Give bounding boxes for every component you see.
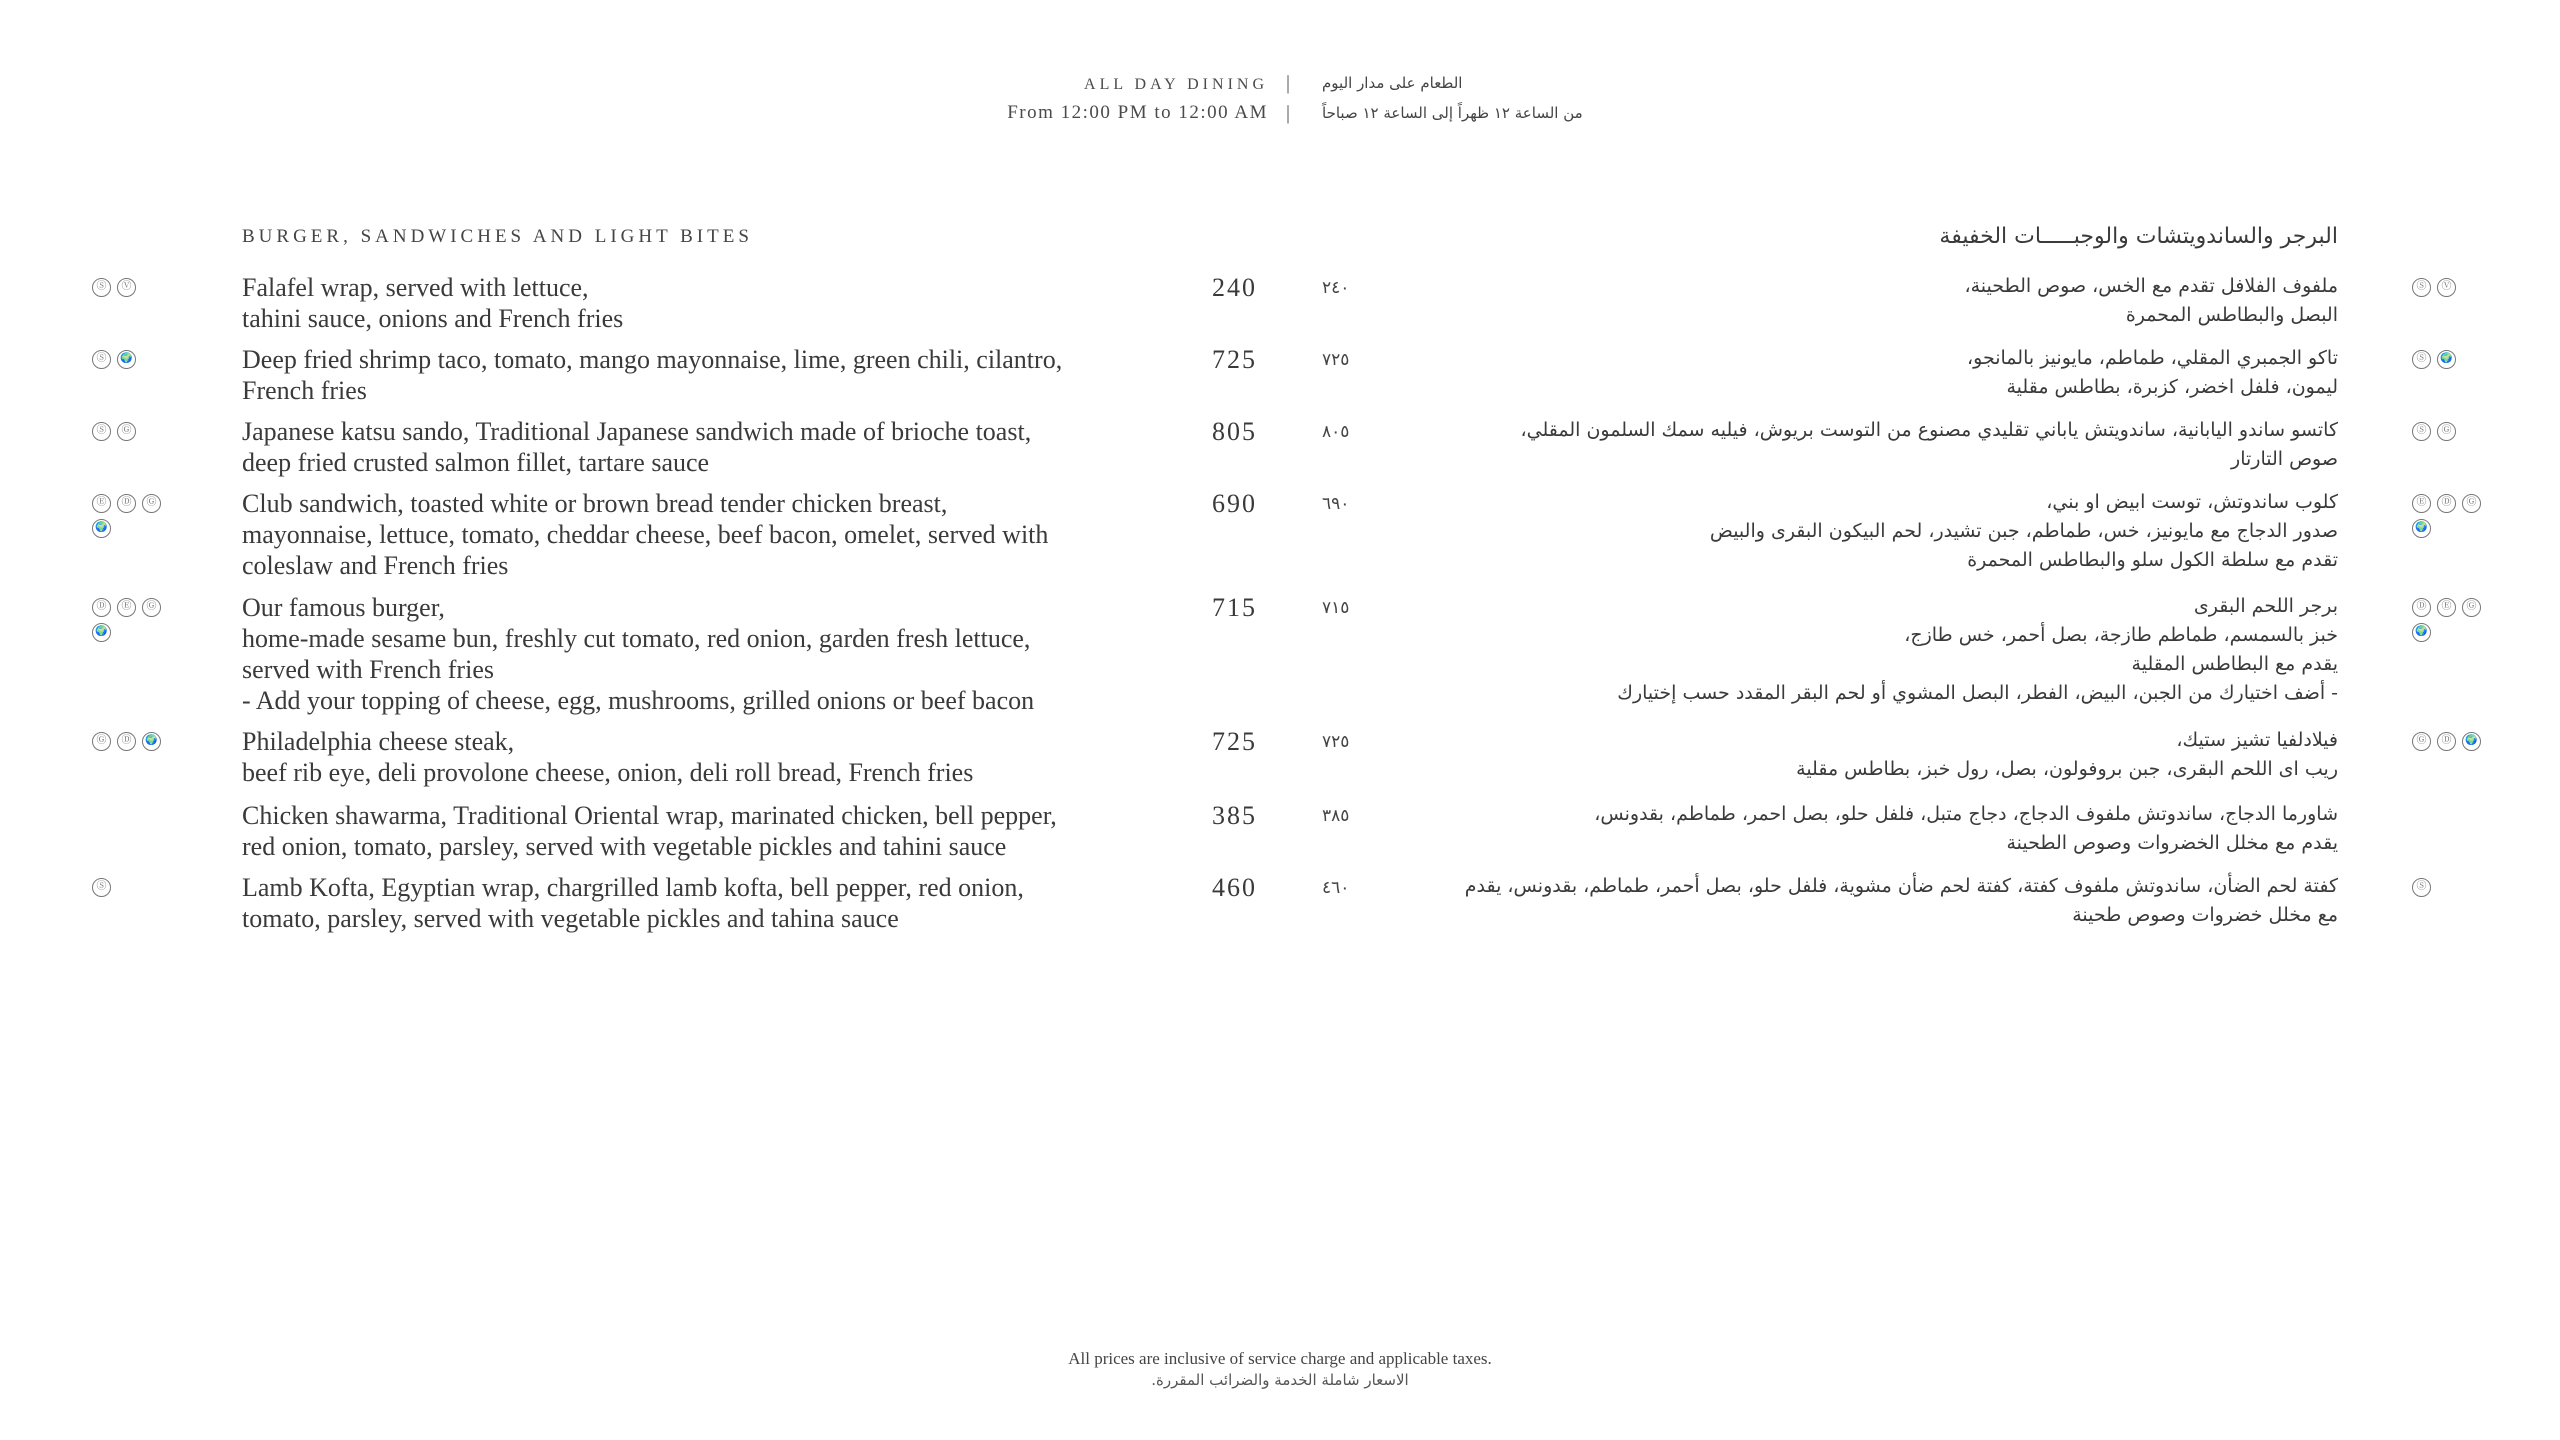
dietary-icon: Ⓢ — [2412, 350, 2431, 369]
description-line-ar: فيلادلفيا تشيز ستيك، — [2176, 729, 2338, 751]
description-line-ar: كفتة لحم الضأن، ساندوتش ملفوف كفتة، كفتة لحم ضأن مشوية، فلفل حلو، بصل أحمر، طماطم، بقدونس، يقدم — [1464, 875, 2338, 897]
item-description-en — [242, 726, 1182, 788]
header-hours-en: From 12:00 PM to 12:00 AM — [1007, 102, 1268, 123]
item-description-ar — [1398, 726, 2338, 784]
dietary-icons-left — [92, 278, 172, 297]
dietary-icon: Ⓓ — [117, 494, 136, 513]
dietary-icon: Ⓔ — [117, 598, 136, 617]
description-line-en: Club sandwich, toasted white or brown bread tender chicken breast, — [242, 489, 948, 518]
description-line-ar: برجر اللحم البقرى — [2193, 595, 2338, 617]
dietary-icon: Ⓢ — [92, 878, 111, 897]
header-row-title — [0, 72, 2560, 102]
description-line-en: Our famous burger, — [242, 593, 445, 622]
description-line-en: Lamb Kofta, Egyptian wrap, chargrilled lamb kofta, bell pepper, red onion, — [242, 873, 1024, 902]
description-line-en: deep fried crusted salmon fillet, tartare sauce — [242, 448, 710, 477]
dietary-icon: Ⓢ — [92, 278, 111, 297]
item-description-en — [242, 800, 1182, 862]
item-description-ar — [1398, 272, 2338, 330]
dietary-icon: Ⓢ — [92, 350, 111, 369]
dietary-icon: 🌍 — [117, 350, 136, 369]
dietary-icon: Ⓥ — [117, 278, 136, 297]
dietary-icon: Ⓖ — [117, 422, 136, 441]
item-description-en — [242, 344, 1182, 406]
description-line-en: Falafel wrap, served with lettuce, — [242, 273, 589, 302]
description-line-ar: كاتسو ساندو اليابانية، ساندويتش ياباني تقليدي مصنوع من التوست بريوش، فيليه سمك السلمون المقلي، — [1520, 419, 2338, 441]
dietary-icon: 🌍 — [92, 519, 111, 538]
item-description-ar — [1398, 416, 2338, 474]
description-line-en: mayonnaise, lettuce, tomato, cheddar cheese, beef bacon, omelet, served with — [242, 520, 1049, 549]
description-line-en: Chicken shawarma, Traditional Oriental wrap, marinated chicken, bell pepper, — [242, 801, 1057, 830]
description-line-en: tomato, parsley, served with vegetable pickles and tahina sauce — [242, 904, 899, 933]
dietary-icons-right — [2412, 494, 2492, 538]
description-line-en: home-made sesame bun, freshly cut tomato, red onion, garden fresh lettuce, — [242, 624, 1031, 653]
dietary-icon: 🌍 — [2412, 519, 2431, 538]
dietary-icons-right — [2412, 732, 2492, 751]
description-line-ar: يقدم مع البطاطس المقلية — [2131, 653, 2338, 675]
dietary-icon: Ⓢ — [2412, 878, 2431, 897]
description-line-en: beef rib eye, deli provolone cheese, onion, deli roll bread, French fries — [242, 758, 974, 787]
dietary-icon: Ⓖ — [142, 598, 161, 617]
header-title-en: ALL DAY DINING — [1084, 76, 1268, 93]
header-hours-ar: من الساعة ١٢ ظهراً إلى الساعة ١٢ صباحاً — [1322, 104, 1583, 122]
dietary-icon: 🌍 — [2462, 732, 2481, 751]
price-note-en: All prices are inclusive of service charge and applicable taxes. — [1068, 1349, 1492, 1368]
dietary-icon: 🌍 — [92, 623, 111, 642]
item-description-ar — [1398, 344, 2338, 402]
item-description-ar — [1398, 872, 2338, 930]
dietary-icons-left — [92, 350, 172, 369]
dietary-icon: Ⓔ — [2412, 494, 2431, 513]
menu-header — [0, 0, 2560, 140]
section-title-en: BURGER, SANDWICHES AND LIGHT BITES — [242, 226, 753, 247]
item-price-ar: ٤٦٠ — [1322, 878, 1350, 898]
dietary-icon: 🌍 — [142, 732, 161, 751]
item-price-en: 715 — [1212, 593, 1257, 622]
description-line-en: tahini sauce, onions and French fries — [242, 304, 624, 333]
price-note-ar: الاسعار شاملة الخدمة والضرائب المقررة. — [1151, 1371, 1409, 1389]
dietary-icon: Ⓢ — [92, 422, 111, 441]
description-line-ar: صدور الدجاج مع مايونيز، خس، طماطم، جبن تشيدر، لحم البيكون البقرى والبيض — [1709, 520, 2338, 542]
header-separator: | — [1286, 72, 1291, 94]
item-description-ar — [1398, 592, 2338, 708]
item-price-ar: ٧١٥ — [1322, 598, 1350, 618]
dietary-icon: Ⓥ — [2437, 278, 2456, 297]
header-row-hours — [0, 102, 2560, 132]
description-line-ar: صوص التارتار — [2231, 448, 2338, 470]
dietary-icon: Ⓖ — [2462, 494, 2481, 513]
description-line-ar: يقدم مع مخلل الخضروات وصوص الطحينة — [2006, 832, 2338, 854]
item-price-en: 240 — [1212, 273, 1257, 302]
dietary-icons-right — [2412, 598, 2492, 642]
dietary-icon: 🌍 — [2437, 350, 2456, 369]
item-description-ar — [1398, 488, 2338, 575]
description-line-ar: تقدم مع سلطة الكول سلو والبطاطس المحمرة — [1967, 549, 2338, 571]
item-price-en: 690 — [1212, 489, 1257, 518]
item-price-ar: ٦٩٠ — [1322, 494, 1350, 514]
dietary-icon: Ⓖ — [92, 732, 111, 751]
item-description-en — [242, 272, 1182, 334]
dietary-icon: Ⓔ — [2437, 598, 2456, 617]
description-line-en: French fries — [242, 376, 367, 405]
item-price-en: 805 — [1212, 417, 1257, 446]
description-line-en: red onion, tomato, parsley, served with vegetable pickles and tahini sauce — [242, 832, 1007, 861]
dietary-icon: Ⓔ — [92, 494, 111, 513]
description-line-en: - Add your topping of cheese, egg, mushrooms, grilled onions or beef bacon — [242, 686, 1035, 715]
item-price-en: 460 — [1212, 873, 1257, 902]
dietary-icon: Ⓖ — [2437, 422, 2456, 441]
dietary-icons-right — [2412, 422, 2492, 441]
dietary-icons-left — [92, 878, 172, 897]
dietary-icon: Ⓖ — [2412, 732, 2431, 751]
dietary-icon: Ⓢ — [2412, 422, 2431, 441]
dietary-icons-left — [92, 598, 172, 642]
item-description-ar — [1398, 800, 2338, 858]
header-title-ar: الطعام على مدار اليوم — [1322, 74, 1463, 92]
dietary-icon: Ⓓ — [2437, 732, 2456, 751]
dietary-icon: 🌍 — [2412, 623, 2431, 642]
description-line-en: Japanese katsu sando, Traditional Japanese sandwich made of brioche toast, — [242, 417, 1032, 446]
header-separator: | — [1286, 102, 1291, 124]
item-price-en: 725 — [1212, 727, 1257, 756]
dietary-icon: Ⓖ — [142, 494, 161, 513]
item-price-ar: ٨٠٥ — [1322, 422, 1350, 442]
dietary-icon: Ⓓ — [2412, 598, 2431, 617]
section-title-ar: البرجر والساندويتشات والوجبـــــات الخفيفة — [1939, 224, 2338, 249]
item-price-ar: ٣٨٥ — [1322, 806, 1350, 826]
dietary-icon: Ⓓ — [117, 732, 136, 751]
description-line-ar: شاورما الدجاج، ساندوتش ملفوف الدجاج، دجاج متبل، فلفل حلو، بصل احمر، طماطم، بقدونس، — [1594, 803, 2338, 825]
item-description-en — [242, 872, 1182, 934]
dietary-icon: Ⓓ — [2437, 494, 2456, 513]
dietary-icon: Ⓓ — [92, 598, 111, 617]
description-line-ar: مع مخلل خضروات وصوص طحينة — [2072, 904, 2338, 926]
dietary-icons-left — [92, 494, 172, 538]
description-line-ar: تاكو الجمبري المقلي، طماطم، مايونيز بالمانجو، — [1967, 347, 2338, 369]
price-note — [0, 1348, 2560, 1390]
item-price-en: 385 — [1212, 801, 1257, 830]
item-description-en — [242, 592, 1182, 716]
dietary-icons-left — [92, 732, 172, 751]
description-line-en: Philadelphia cheese steak, — [242, 727, 515, 756]
description-line-ar: ليمون، فلفل اخضر، كزبرة، بطاطس مقلية — [2006, 376, 2338, 398]
description-line-ar: خبز بالسمسم، طماطم طازجة، بصل أحمر، خس طازج، — [1904, 624, 2338, 646]
description-line-en: Deep fried shrimp taco, tomato, mango mayonnaise, lime, green chili, cilantro, — [242, 345, 1063, 374]
item-price-ar: ٧٢٥ — [1322, 350, 1350, 370]
item-price-ar: ٧٢٥ — [1322, 732, 1350, 752]
dietary-icon: Ⓖ — [2462, 598, 2481, 617]
dietary-icons-right — [2412, 878, 2492, 897]
dietary-icons-right — [2412, 278, 2492, 297]
dietary-icons-right — [2412, 350, 2492, 369]
description-line-ar: كلوب ساندوتش، توست ابيض او بني، — [2046, 491, 2338, 513]
dietary-icons-left — [92, 422, 172, 441]
dietary-icon: Ⓢ — [2412, 278, 2431, 297]
description-line-ar: ملفوف الفلافل تقدم مع الخس، صوص الطحينة، — [1964, 275, 2338, 297]
item-price-en: 725 — [1212, 345, 1257, 374]
item-description-en — [242, 488, 1182, 581]
description-line-ar: - أضف اختيارك من الجبن، البيض، الفطر، البصل المشوي أو لحم البقر المقدد حسب إختيارك — [1617, 682, 2338, 704]
description-line-en: coleslaw and French fries — [242, 551, 509, 580]
item-price-ar: ٢٤٠ — [1322, 278, 1350, 298]
description-line-ar: ريب اى اللحم البقرى، جبن بروفولون، بصل، رول خبز، بطاطس مقلية — [1796, 758, 2338, 780]
item-description-en — [242, 416, 1182, 478]
description-line-ar: البصل والبطاطس المحمرة — [2125, 304, 2338, 326]
description-line-en: served with French fries — [242, 655, 494, 684]
